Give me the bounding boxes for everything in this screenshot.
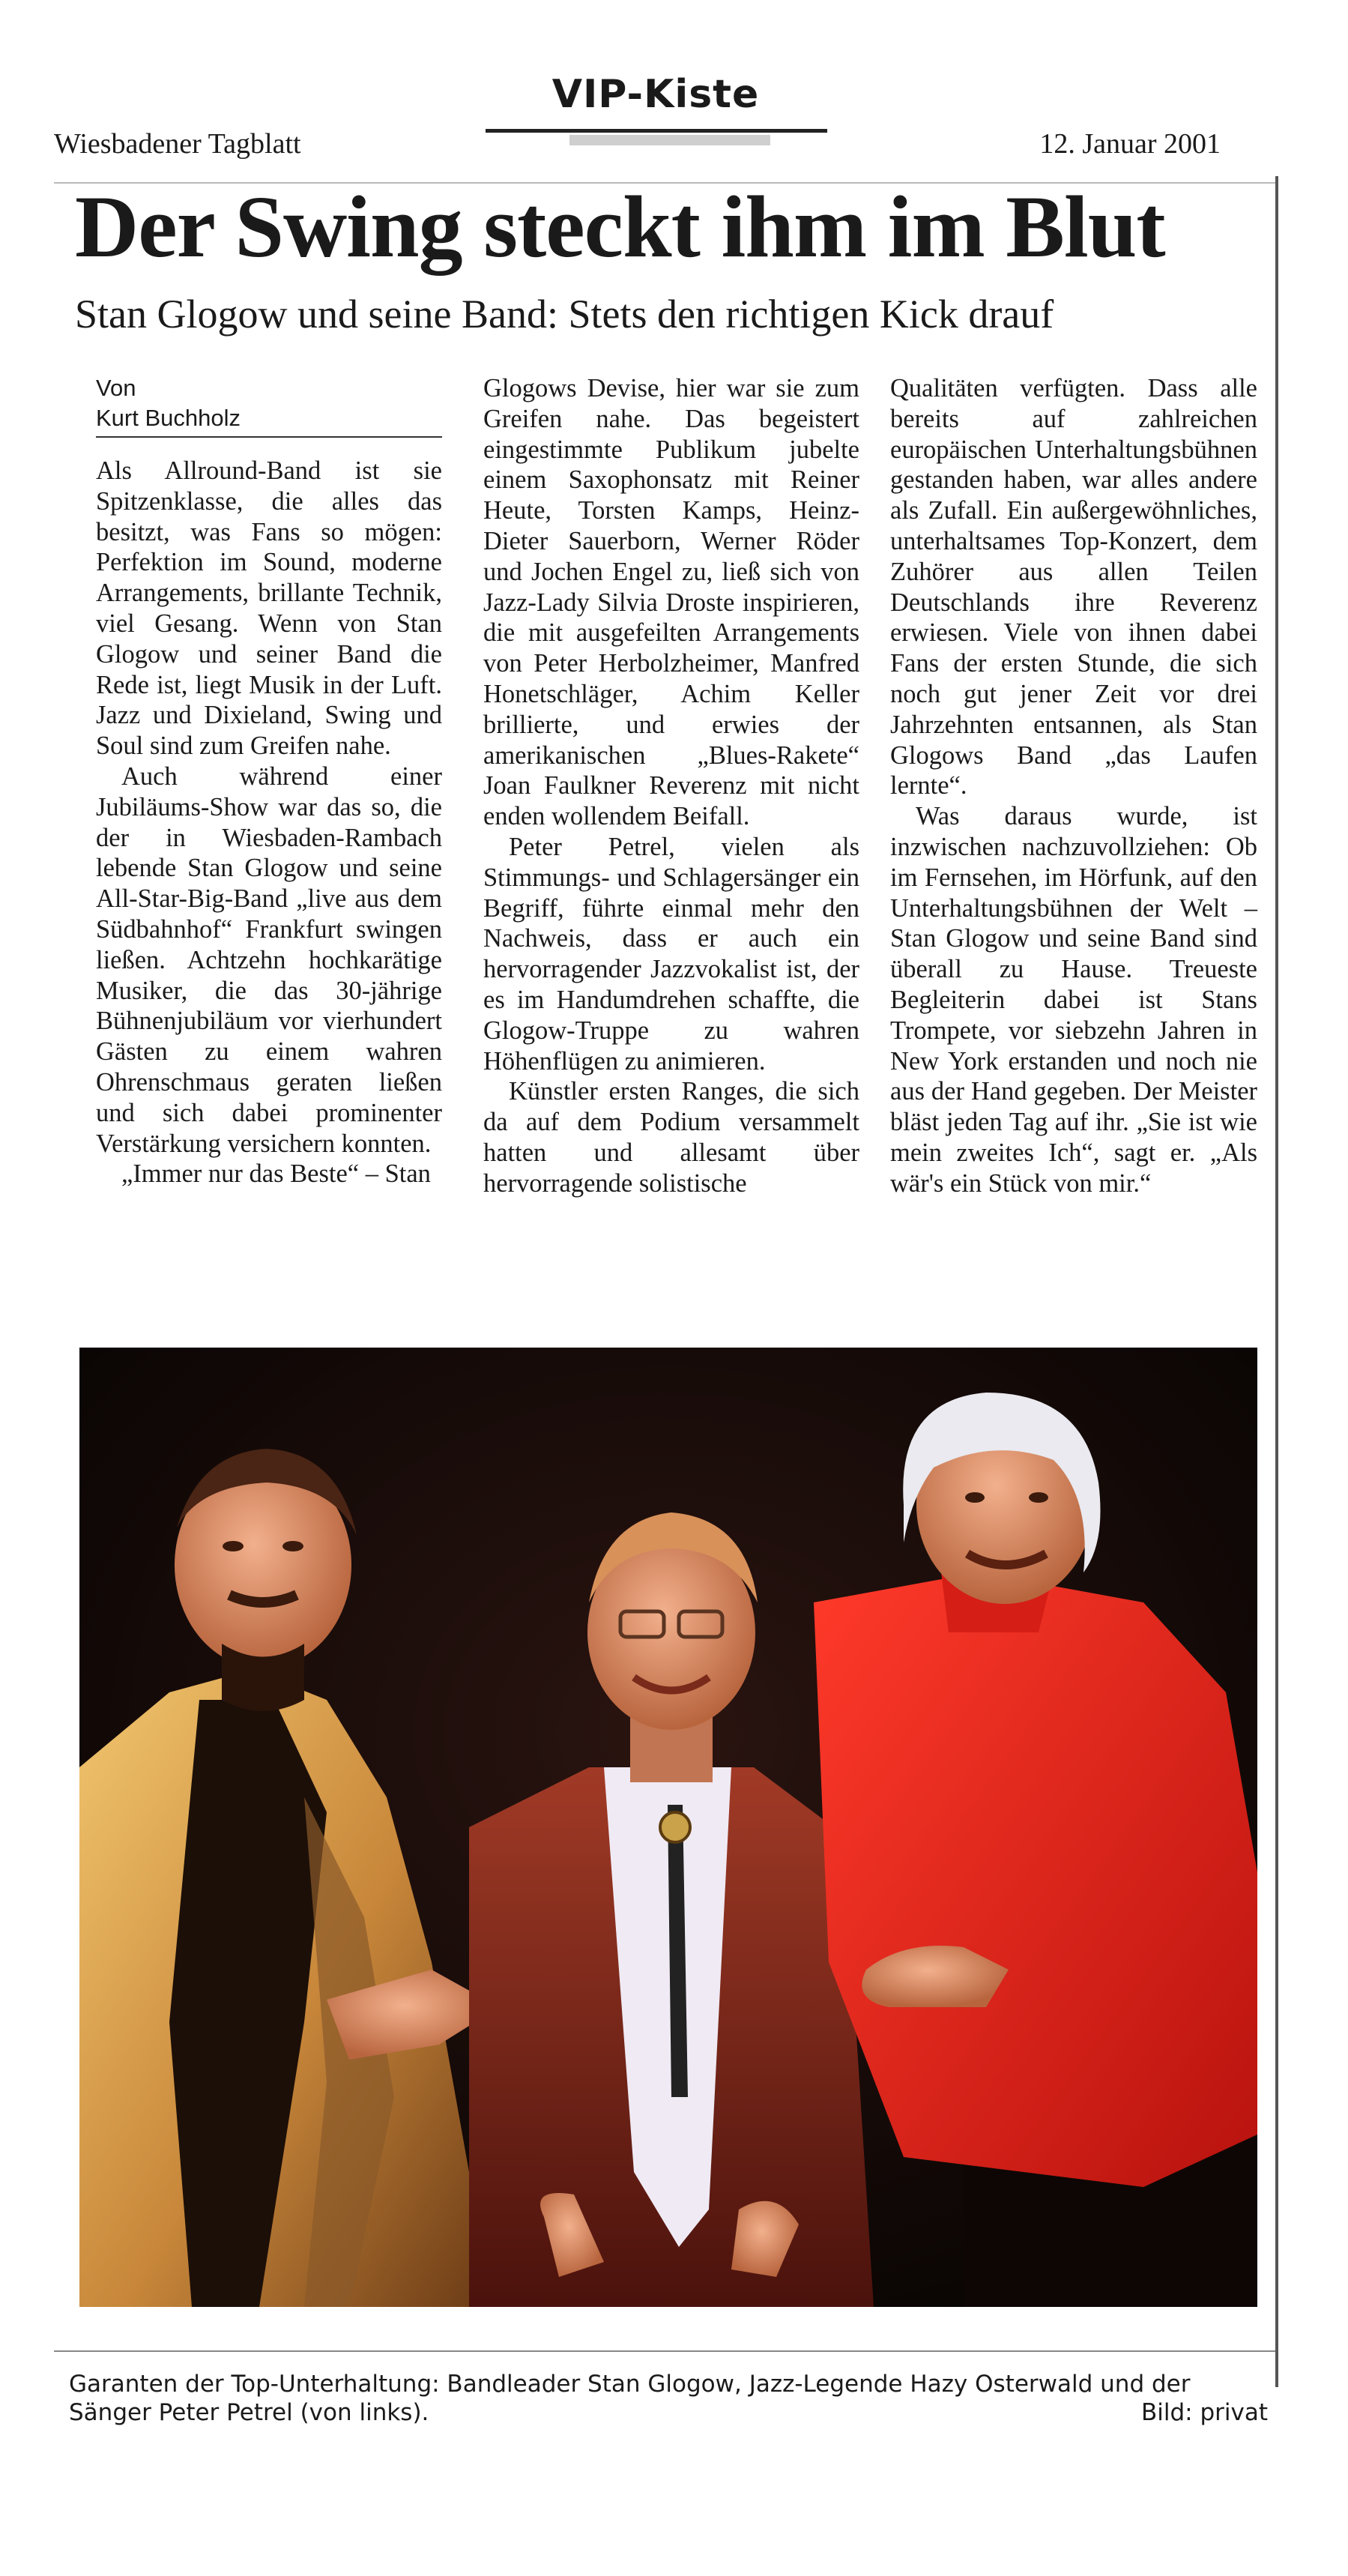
paragraph: „Immer nur das Beste“ – Stan [121, 1159, 431, 1189]
headline: Der Swing steckt ihm im Blut [75, 178, 1165, 276]
subheadline: Stan Glogow und seine Band: Stets den richtigen Kick drauf [75, 292, 1054, 337]
section-tint-bar [569, 135, 770, 145]
byline-label: Von [96, 375, 136, 401]
band-photo [79, 1348, 1257, 2307]
issue-date: 12. Januar 2001 [1039, 128, 1221, 160]
paragraph: Künstler ersten Ranges, die sich da auf dem Podium versammelt hatten und allesamt über hervorragende solistische [483, 1077, 859, 1198]
paragraph: Als Allround-Band ist sie Spitzenklasse, die alles das besitzt, was Fans so mögen: Perfektion im Sound, moderne Arrangements, brillante Technik, viel Gesang. Wenn von Stan Glogow und seiner Band die Rede ist, liegt Musik in der Luft. Jazz und Dixieland, Swing und Soul sind zum Greifen nahe. [96, 456, 442, 761]
paragraph: Was daraus wurde, ist inzwischen nachzuvollziehen: Ob im Fernsehen, im Hörfunk, auf den Unterhaltungsbühnen der Welt – Stan Glogow und seine Band sind überall zu Hause. Treueste Begleiterin dabei ist Stans Trompete, vor siebzehn Jahren in New York erstanden und noch nie aus der Hand gegeben. Der Meister bläst jeden Tag auf ihr. „Sie ist wie mein zweites Ich“, sagt er. „Als wär's ein Stück von mir.“ [890, 802, 1257, 1198]
paragraph: Glogows Devise, hier war sie zum Greifen nahe. Das begeistert eingestimmte Publikum jubelte einem Saxophonsatz mit Reiner Heute, Torsten Kamps, Heinz-Dieter Sauerborn, Werner Röder und Jochen Engel zu, ließ sich von Jazz-Lady Silvia Droste inspirieren, die mit ausgefeilten Arrangements von Peter Herbolzheimer, Manfred Honetschläger, Achim Keller brillierte, und erwies der amerikanischen „Blues-Rakete“ Joan Faulkner Reverenz mit nicht enden wollendem Beifall. [483, 374, 859, 831]
photo-credit: Bild: privat [1140, 2399, 1268, 2426]
newspaper-name: Wiesbadener Tagblatt [54, 128, 301, 160]
article-column-3 [890, 373, 1257, 1199]
photo-caption-block [69, 2370, 1268, 2427]
article-column-1 [96, 373, 442, 1189]
section-rule [486, 129, 827, 133]
paragraph: Qualitäten verfügten. Dass alle bereits auf zahlreichen europäischen Unterhaltungsbühnen gestanden haben, war alles andere als Zufall. Ein außergewöhnliches, unterhaltsames Top-Konzert, dem Zuhörer aus allen Teilen Deutschlands ihre Reverenz erwiesen. Viele von ihnen dabei Fans der ersten Stunde, die sich noch gut jener Zeit vor drei Jahrzehnten entsannen, als Stan Glogows Band „das Laufen lernte“. [890, 374, 1257, 800]
section-label: VIP-Kiste [551, 72, 760, 117]
byline-rule [96, 436, 442, 438]
article-column-2 [483, 373, 859, 1199]
byline-author: Kurt Buchholz [96, 405, 241, 431]
caption-rule [54, 2350, 1275, 2352]
article-frame-right [1275, 176, 1278, 2387]
paragraph: Peter Petrel, vielen als Stimmungs- und Schlagersänger ein Begriff, führte einmal mehr den Nachweis, dass er auch ein hervorragender Jazzvokalist ist, der es im Handumdrehen schaffte, die Glogow-Truppe zu wahren Höhenflügen zu animieren. [483, 832, 859, 1076]
paragraph: Auch während einer Jubiläums-Show war das so, die der in Wiesbaden-Rambach lebende Stan Glogow und seine All-Star-Big-Band „live aus dem Südbahnhof“ Frankfurt swingen ließen. Achtzehn hochkarätige Musiker, die das 30-jährige Bühnenjubiläum vor vierhundert Gästen zu einem wahren Ohrenschmaus geraten ließen und sich dabei prominenter Verstärkung versichern konnten. [96, 761, 442, 1158]
photo-caption: Garanten der Top-Unterhaltung: Bandleader Stan Glogow, Jazz-Legende Hazy Osterwald und der Sänger Peter Petrel (von links). [69, 2371, 1191, 2426]
